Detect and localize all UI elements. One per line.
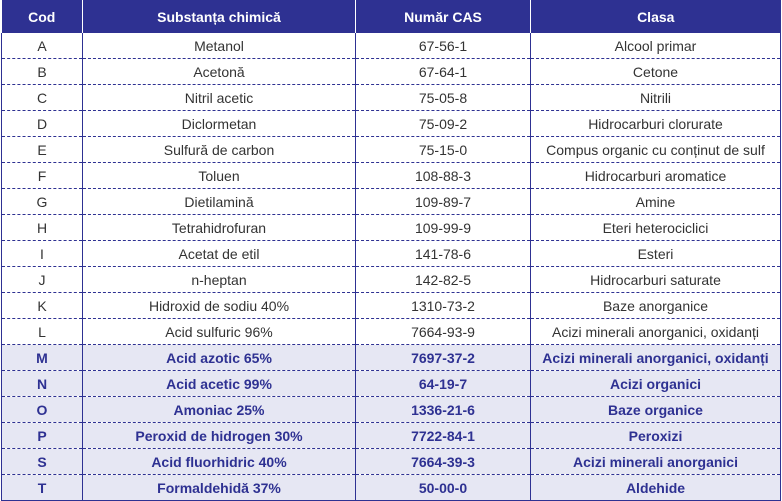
cell-substanta: Metanol [83, 33, 356, 59]
cell-substanta: Diclormetan [83, 111, 356, 137]
cell-substanta: Acetonă [83, 59, 356, 85]
cell-cas: 1310-73-2 [356, 293, 531, 319]
cell-substanta: Nitril acetic [83, 85, 356, 111]
cell-clasa: Nitrili [531, 85, 781, 111]
cell-cod: H [2, 215, 83, 241]
cell-clasa: Cetone [531, 59, 781, 85]
table-row [2, 163, 781, 189]
cell-cod: I [2, 241, 83, 267]
cell-cas: 108-88-3 [356, 163, 531, 189]
cell-cod: G [2, 189, 83, 215]
cell-substanta: Hidroxid de sodiu 40% [83, 293, 356, 319]
cell-cas: 1336-21-6 [356, 397, 531, 423]
cell-clasa: Baze anorganice [531, 293, 781, 319]
cell-cas: 7722-84-1 [356, 423, 531, 449]
cell-cod: P [2, 423, 83, 449]
cell-clasa: Amine [531, 189, 781, 215]
cell-substanta: Amoniac 25% [83, 397, 356, 423]
cell-cas: 142-82-5 [356, 267, 531, 293]
cell-clasa: Acizi minerali anorganici, oxidanți [531, 345, 781, 371]
cell-cod: L [2, 319, 83, 345]
cell-cod: A [2, 33, 83, 59]
cell-clasa: Aldehide [531, 475, 781, 501]
cell-cas: 67-64-1 [356, 59, 531, 85]
cell-clasa: Eteri heterociclici [531, 215, 781, 241]
cell-clasa: Peroxizi [531, 423, 781, 449]
cell-substanta: Peroxid de hidrogen 30% [83, 423, 356, 449]
cell-cod: N [2, 371, 83, 397]
table-row [2, 345, 781, 371]
table-row [2, 319, 781, 345]
cell-substanta: n-heptan [83, 267, 356, 293]
cell-cas: 75-09-2 [356, 111, 531, 137]
table-row [2, 241, 781, 267]
cell-cod: M [2, 345, 83, 371]
cell-clasa: Hidrocarburi aromatice [531, 163, 781, 189]
cell-clasa: Alcool primar [531, 33, 781, 59]
cell-cod: D [2, 111, 83, 137]
cell-clasa: Esteri [531, 241, 781, 267]
cell-cod: T [2, 475, 83, 501]
cell-cod: S [2, 449, 83, 475]
cell-substanta: Tetrahidrofuran [83, 215, 356, 241]
cell-substanta: Acid acetic 99% [83, 371, 356, 397]
cell-cas: 109-89-7 [356, 189, 531, 215]
table-row [2, 111, 781, 137]
table-header [2, 0, 781, 33]
cell-cod: O [2, 397, 83, 423]
table-row [2, 423, 781, 449]
table-row [2, 293, 781, 319]
table-row [2, 33, 781, 59]
header-clasa: Clasa [531, 0, 781, 33]
cell-substanta: Dietilamină [83, 189, 356, 215]
table-row [2, 85, 781, 111]
table-row [2, 59, 781, 85]
table-row [2, 189, 781, 215]
cell-clasa: Acizi minerali anorganici, oxidanți [531, 319, 781, 345]
cell-cod: C [2, 85, 83, 111]
cell-cas: 50-00-0 [356, 475, 531, 501]
chemical-substances-table [1, 0, 781, 501]
cell-substanta: Acid sulfuric 96% [83, 319, 356, 345]
header-row [2, 0, 781, 33]
cell-cas: 75-05-8 [356, 85, 531, 111]
cell-clasa: Hidrocarburi saturate [531, 267, 781, 293]
cell-cas: 7697-37-2 [356, 345, 531, 371]
table-row [2, 449, 781, 475]
cell-clasa: Acizi minerali anorganici [531, 449, 781, 475]
cell-substanta: Acetat de etil [83, 241, 356, 267]
cell-cas: 7664-39-3 [356, 449, 531, 475]
cell-cas: 64-19-7 [356, 371, 531, 397]
cell-cas: 109-99-9 [356, 215, 531, 241]
table-row [2, 215, 781, 241]
header-cas: Număr CAS [356, 0, 531, 33]
table-row [2, 371, 781, 397]
header-substanta: Substanța chimică [83, 0, 356, 33]
cell-cod: E [2, 137, 83, 163]
table-body [2, 33, 781, 501]
table-row [2, 267, 781, 293]
cell-cod: J [2, 267, 83, 293]
cell-clasa: Baze organice [531, 397, 781, 423]
cell-clasa: Hidrocarburi clorurate [531, 111, 781, 137]
cell-cas: 75-15-0 [356, 137, 531, 163]
cell-cas: 141-78-6 [356, 241, 531, 267]
table-row [2, 137, 781, 163]
cell-cod: F [2, 163, 83, 189]
cell-substanta: Toluen [83, 163, 356, 189]
cell-clasa: Acizi organici [531, 371, 781, 397]
cell-cas: 67-56-1 [356, 33, 531, 59]
cell-substanta: Acid azotic 65% [83, 345, 356, 371]
cell-substanta: Acid fluorhidric 40% [83, 449, 356, 475]
cell-cod: B [2, 59, 83, 85]
table-row [2, 397, 781, 423]
cell-cod: K [2, 293, 83, 319]
header-cod: Cod [2, 0, 83, 33]
chemical-table-container [1, 0, 781, 501]
table-row [2, 475, 781, 501]
cell-substanta: Sulfură de carbon [83, 137, 356, 163]
cell-substanta: Formaldehidă 37% [83, 475, 356, 501]
cell-cas: 7664-93-9 [356, 319, 531, 345]
cell-clasa: Compus organic cu conținut de sulf [531, 137, 781, 163]
